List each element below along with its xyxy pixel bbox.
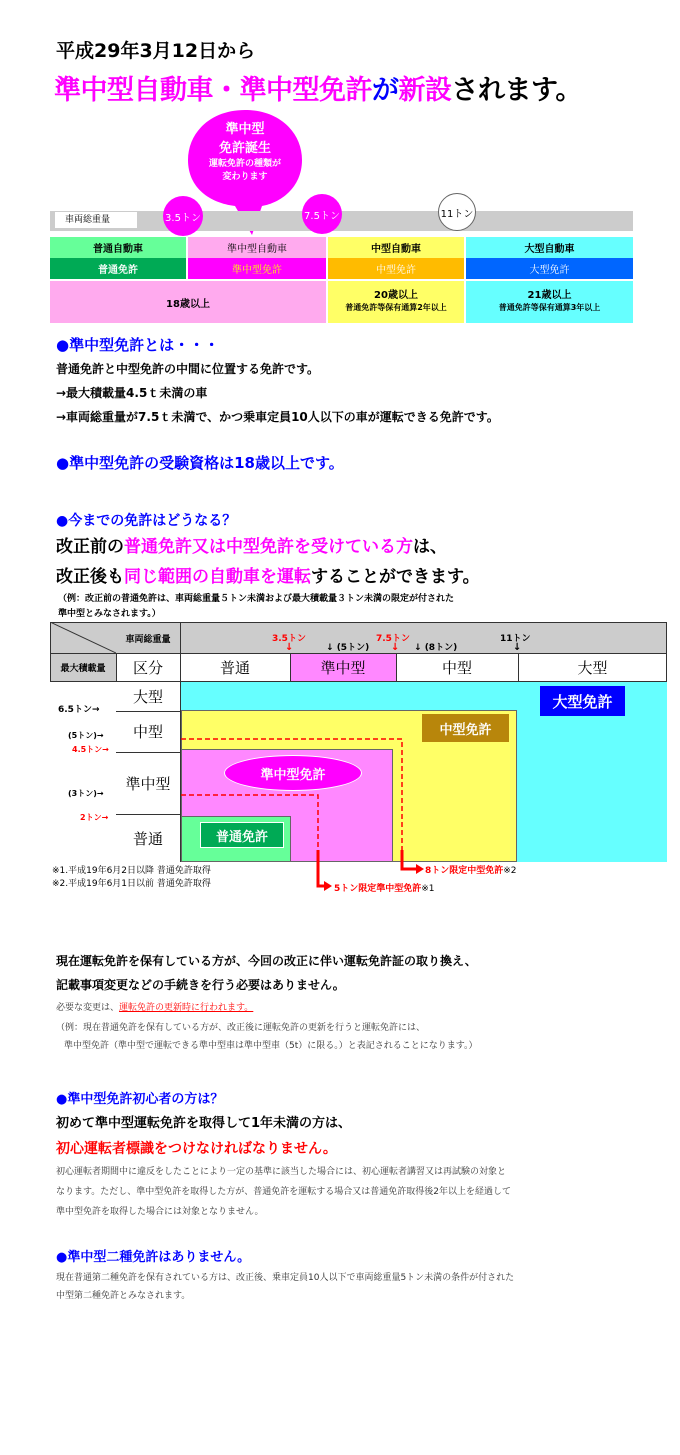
arrow-11t: ↓ [513,642,522,653]
section2-heading: ●準中型免許の受験資格は18歳以上です。 [56,454,344,472]
chart-mark-7-5t: 7.5トン [376,634,410,644]
chart-submark-8t: ↓ (8トン) [414,643,458,653]
section5-line1: 初めて準中型運転免許を取得して1年未満の方は、 [56,1116,352,1131]
license-large: 大型免許 [466,258,633,279]
section5-heading: ●準中型免許初心者の方は？ [56,1092,224,1107]
vehicle-large: 大型自動車 [466,237,633,258]
section6-heading: ●準中型二種免許はありません。 [56,1250,251,1265]
chart-submark-5t: ↓ (5トン) [326,643,370,653]
section1-line3: →車両総重量が7.5ｔ未満で、かつ乗車定員10人以下の車が運転できる免許です。 [56,410,499,424]
age-21: 21歳以上 普通免許等保有通算3年以上 [466,281,633,323]
age-18: 18歳以上 [50,281,326,323]
label-semi-license: 準中型免許 [224,755,362,791]
page-title: 準中型自動車・準中型免許が新設されます。 [54,75,582,106]
chart-row-large: 大型 [132,687,163,706]
chart-col-large: 大型 [577,658,608,677]
chart-row-semi: 準中型 [125,774,171,793]
chart-corner-top: 車両総重量 [125,635,171,645]
chart-mark-11t: 11トン [500,634,531,644]
vehicle-regular: 普通自動車 [50,237,186,258]
license-regular: 普通免許 [50,258,186,279]
chart-col-header: 区分 [132,658,163,677]
section3-note2: 準中型とみなされます。） [58,609,161,619]
section6-line1: 現在普通第二種免許を保有されている方は、改正後、乗車定員10人以下で車両総重量5トン未満の条件が付された [56,1273,515,1283]
section4-line3: 必要な変更は、運転免許の更新時に行われます。 [56,1003,254,1013]
footnote-1: ※1.平成19年6月2日以降 普通免許取得 [52,866,211,876]
arrow-3-5t: ↓ [285,642,294,653]
scale-mark-7-5t: 7.5トン [302,194,342,234]
limit-5t-label: 5トン限定準中型免許※1 [334,884,435,894]
section3-line1: 改正前の普通免許又は中型免許を受けている方は、 [56,537,447,557]
scale-mark-11t: 11トン [438,193,476,231]
section3-line2: 改正後も同じ範囲の自動車を運転することができます。 [56,567,480,587]
section1-line1: 普通免許と中型免許の中間に位置する免許です。 [56,362,320,376]
section5-line3: 初心運転者期間中に違反をしたことにより一定の基準に該当した場合には、初心運転者講習又は再試験の対象と [56,1167,507,1177]
label-large-license: 大型免許 [540,686,625,716]
chart-corner-bottom: 最大積載量 [60,663,106,674]
section4-line5: 準中型免許（準中型で運転できる準中型車は準中型車（5t）に限る。）と表記されることになります。） [64,1041,478,1051]
bubble-text: 準中型 免許誕生 運転免許の種類が 変わります [208,122,281,182]
chart-col-regular: 普通 [219,658,250,677]
left-mark-3t: (3トン)→ [68,789,104,798]
scale-mark-3-5t: 3.5トン [163,196,203,236]
left-mark-2t: 2トン→ [80,813,109,822]
label-regular-license: 普通免許 [200,822,284,848]
scale-label: 車両総重量 [55,212,137,228]
section3-note1: （例：改正前の普通免許は、車両総重量５トン未満および最大積載量３トン未満の限定が付された [58,594,455,604]
left-mark-6-5t: 6.5トン→ [58,705,100,715]
range-chart [50,622,667,862]
section1-heading: ●準中型免許とは・・・ [56,336,220,354]
section4-line1: 現在運転免許を保有している方が、今回の改正に伴い運転免許証の取り換え、 [56,954,477,968]
chart-col-semi: 準中型 [320,658,366,677]
section4-line2: 記載事項変更などの手続きを行う必要はありません。 [56,978,345,992]
arrow-7-5t: ↓ [391,642,400,653]
effective-date: 平成29年3月12日から [56,40,256,62]
section1-line2: →最大積載量4.5ｔ未満の車 [56,386,208,400]
limit-8t-label: 8トン限定中型免許※2 [425,866,517,876]
left-mark-4-5t: 4.5トン→ [72,745,109,754]
vehicle-medium: 中型自動車 [328,237,464,258]
section5-line4: なります。ただし、準中型免許を取得した方が、普通免許を運転する場合又は普通免許取得後2年以上を経過して [56,1187,512,1197]
section5-line5: 準中型免許を取得した場合には対象となりません。 [56,1207,264,1217]
chart-col-medium: 中型 [441,658,472,677]
chart-row-regular: 普通 [132,829,163,848]
license-medium: 中型免許 [328,258,464,279]
chart-row-medium: 中型 [132,722,163,741]
footnote-2: ※2.平成19年6月1日以前 普通免許取得 [52,879,211,889]
chart-mark-3-5t: 3.5トン [272,634,306,644]
label-medium-license: 中型免許 [422,714,509,742]
dashed-limit-lines [181,682,667,862]
section4-line4: （例：現在普通免許を保有している方が、改正後に運転免許の更新を行うと運転免許には、 [56,1023,426,1033]
license-table [50,237,633,323]
age-20: 20歳以上 普通免許等保有通算2年以上 [328,281,464,323]
vehicle-semi-medium: 準中型自動車 [188,237,326,258]
license-semi-medium: 準中型免許 [188,258,326,279]
section3-heading: ●今までの免許はどうなる？ [56,513,237,529]
left-mark-5t: (5トン)→ [68,731,104,740]
section5-line2: 初心運転者標識をつけなければなりません。 [56,1141,337,1157]
section6-line2: 中型第二種免許とみなされます。 [56,1291,191,1301]
